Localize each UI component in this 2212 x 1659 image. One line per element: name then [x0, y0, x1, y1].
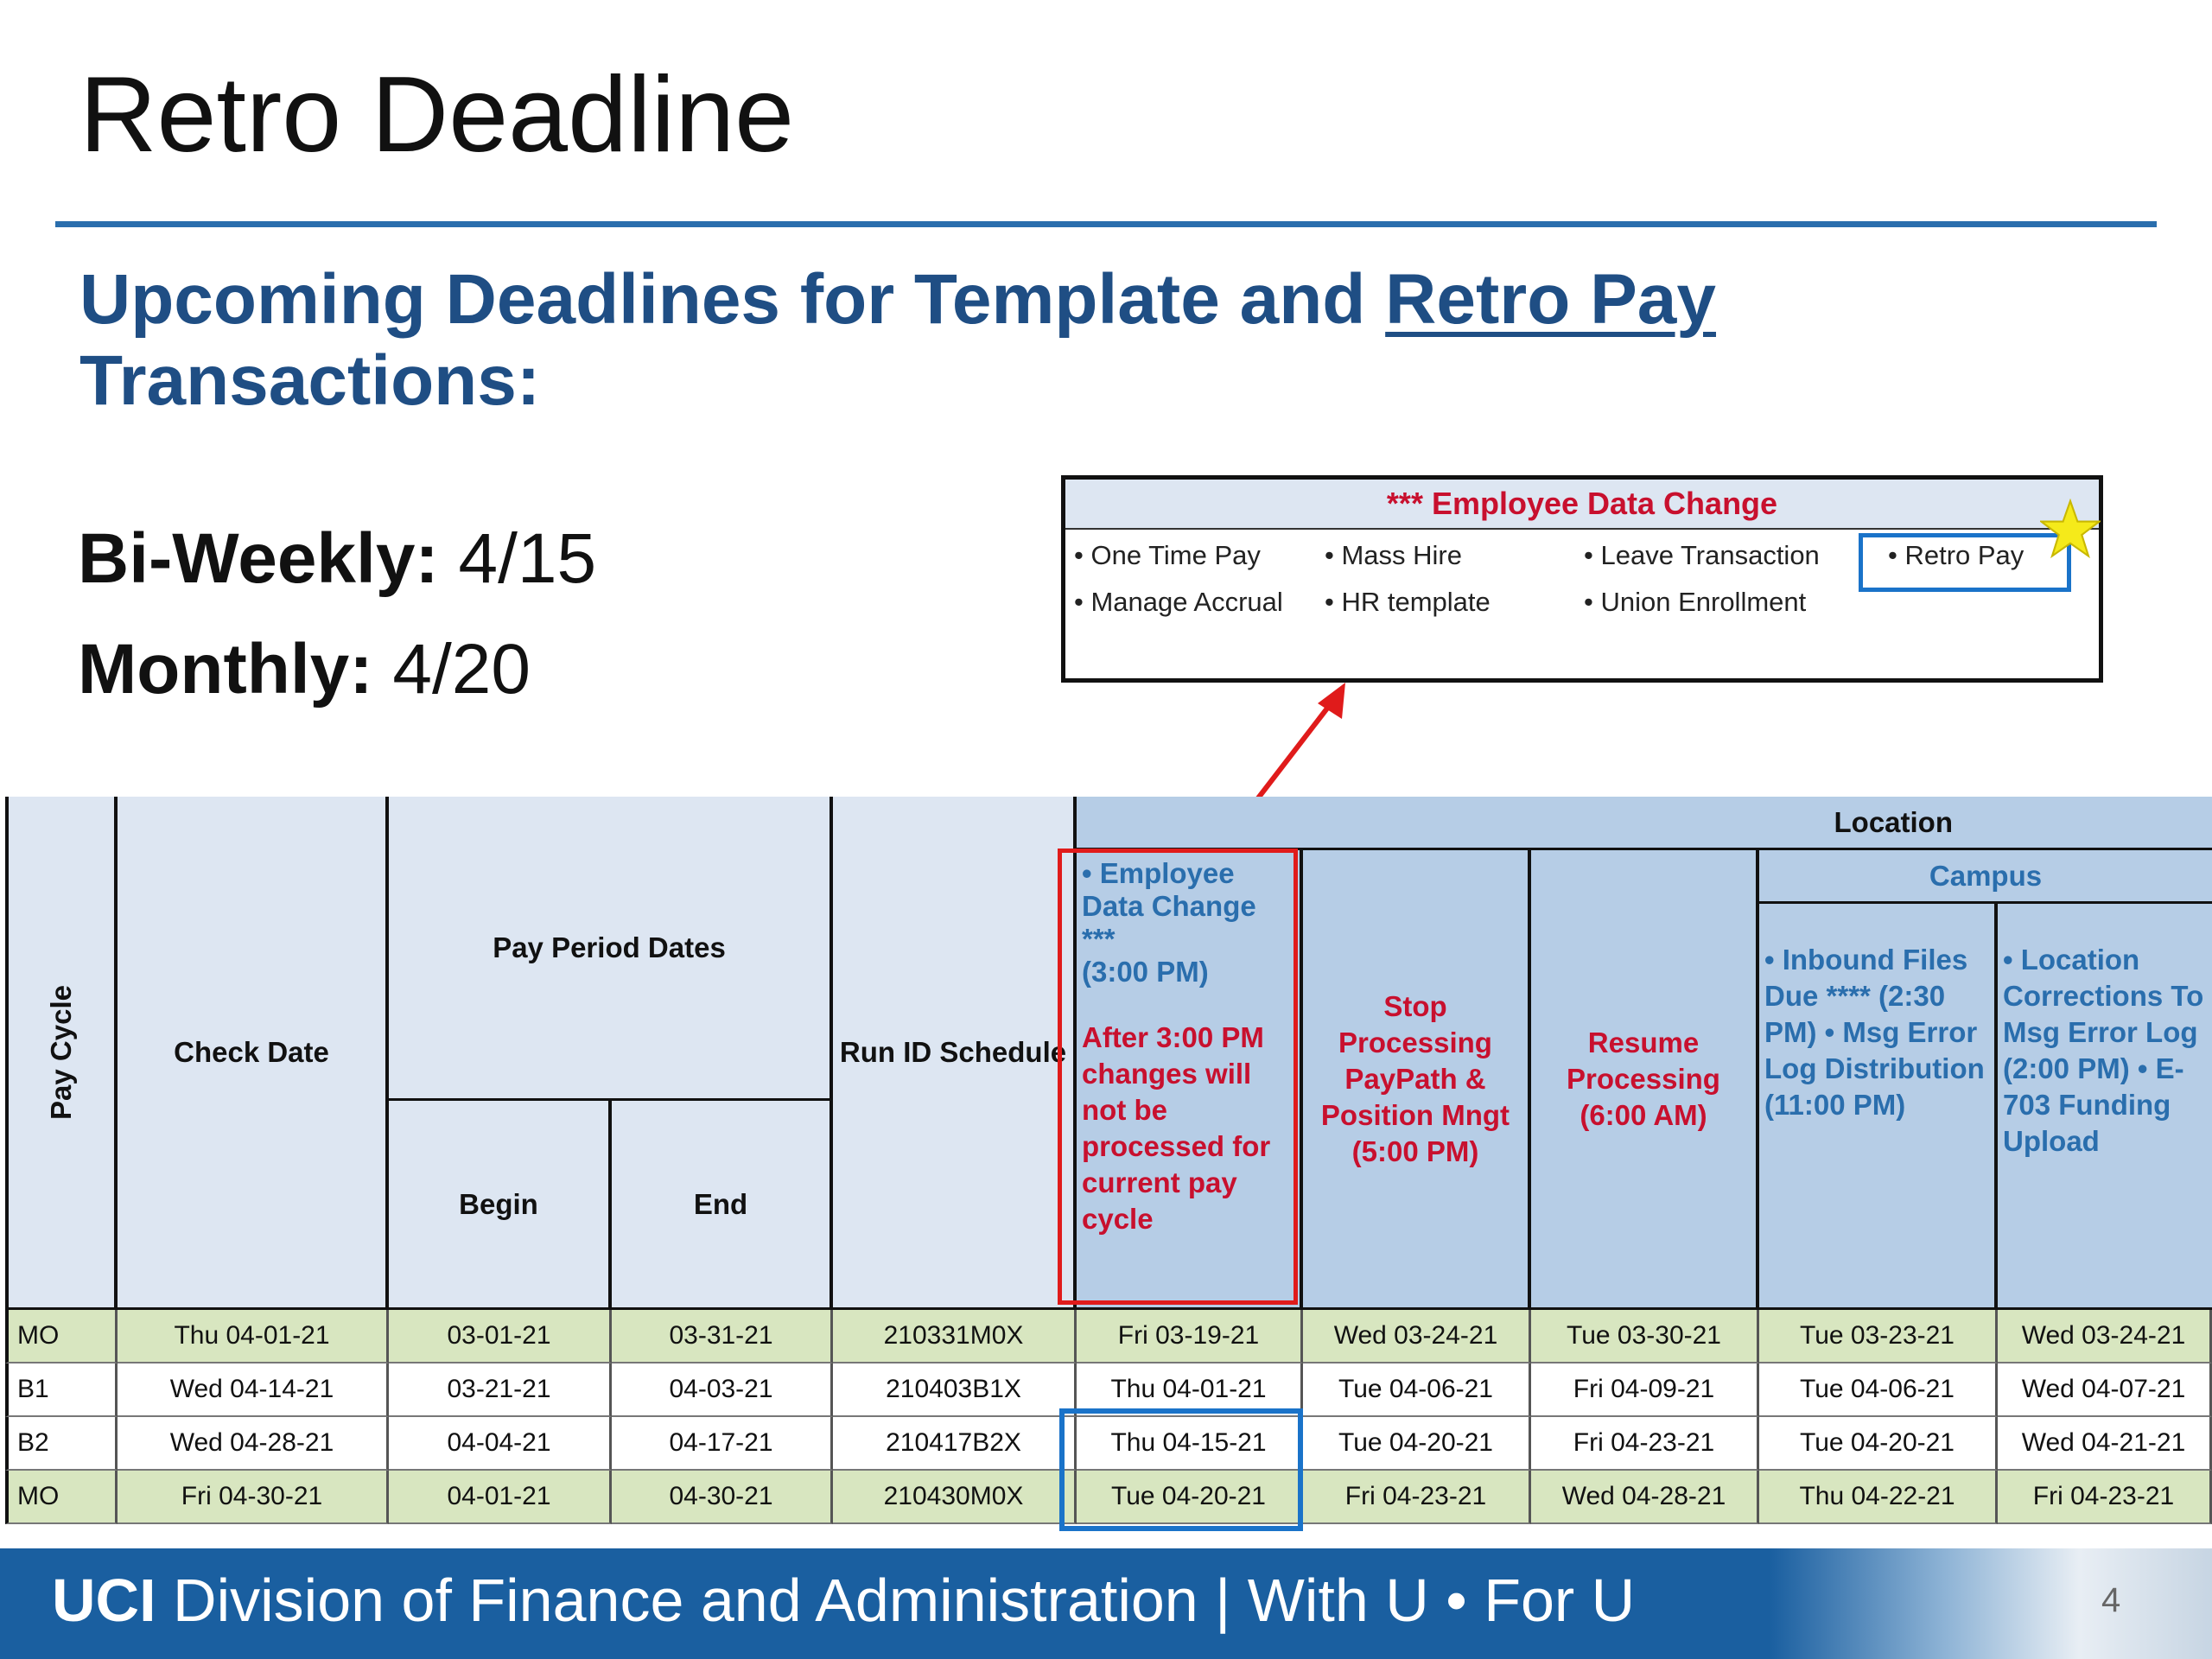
table-cell: 210331M0X: [833, 1310, 1077, 1363]
table-cell: 04-04-21: [389, 1417, 612, 1471]
header-end: End: [612, 1101, 833, 1310]
header-check-date: Check Date: [118, 797, 389, 1310]
table-cell: 210430M0X: [833, 1471, 1077, 1524]
emp-data-change-line3: (3:00 PM): [1082, 956, 1209, 988]
subtitle-text: Upcoming Deadlines for Template and: [79, 260, 1386, 339]
retro-pay-link[interactable]: Retro Pay: [1385, 260, 1716, 339]
slide-title: Retro Deadline: [79, 55, 795, 175]
biweekly-label: Bi-Weekly:: [78, 519, 439, 598]
employee-data-change-callout: [1061, 475, 2103, 683]
deadline-highlight-box: [1059, 1408, 1303, 1531]
table-cell: Tue 03-30-21: [1531, 1310, 1759, 1363]
table-cell: Tue 03-23-21: [1759, 1310, 1998, 1363]
callout-item-retro-pay: • Retro Pay: [1888, 540, 2024, 570]
table-cell: Fri 04-09-21: [1531, 1363, 1759, 1417]
table-cell: 210403B1X: [833, 1363, 1077, 1417]
biweekly-deadline: [78, 518, 596, 600]
table-cell: 04-01-21: [389, 1471, 612, 1524]
emp-data-change-line1: • Employee: [1082, 857, 1235, 889]
star-icon: [2040, 499, 2101, 559]
table-cell: Tue 04-20-21: [1759, 1417, 1998, 1471]
monthly-value: 4/20: [372, 630, 531, 709]
callout-heading: *** Employee Data Change: [1065, 480, 2099, 530]
header-inbound-files: • Inbound Files Due **** (2:30 PM) • Msg Error Log Distribution (11:00 PM): [1759, 904, 1998, 1310]
header-location: Location: [1077, 797, 2212, 850]
table-cell: Fri 03-19-21: [1077, 1310, 1303, 1363]
header-begin: Begin: [389, 1101, 612, 1310]
table-cell: Wed 04-14-21: [118, 1363, 389, 1417]
footer-text: [52, 1566, 1635, 1635]
table-cell: Fri 04-23-21: [1303, 1471, 1531, 1524]
callout-item: • Leave Transaction: [1584, 540, 1820, 570]
table-cell: B1: [5, 1363, 118, 1417]
callout-item: • Union Enrollment: [1584, 587, 1807, 617]
table-cell: 03-21-21: [389, 1363, 612, 1417]
table-cell: Fri 04-30-21: [118, 1471, 389, 1524]
table-cell: 03-31-21: [612, 1310, 833, 1363]
table-cell: Tue 04-06-21: [1759, 1363, 1998, 1417]
table-cell: Wed 03-24-21: [1303, 1310, 1531, 1363]
header-pay-cycle: Pay Cycle: [5, 797, 118, 1310]
table-cell: Fri 04-23-21: [1531, 1417, 1759, 1471]
footer-tagline: Division of Finance and Administration | With U • For U: [156, 1567, 1636, 1634]
table-cell: Wed 03-24-21: [1998, 1310, 2212, 1363]
table-cell: Tue 04-20-21: [1077, 1471, 1303, 1524]
slide-subtitle: [79, 259, 2067, 422]
table-cell: Tue 04-20-21: [1303, 1417, 1531, 1471]
table-cell: MO: [5, 1310, 118, 1363]
emp-data-change-warning: After 3:00 PM changes will not be processed for current pay cycle: [1082, 1021, 1271, 1235]
table-row: [5, 1310, 2212, 1363]
table-cell: B2: [5, 1417, 118, 1471]
monthly-deadline: [78, 629, 531, 710]
monthly-label: Monthly:: [78, 630, 373, 709]
callout-item: • HR template: [1325, 587, 1491, 617]
table-cell: 04-03-21: [612, 1363, 833, 1417]
uci-logo: UCI: [52, 1567, 156, 1634]
table-cell: Wed 04-28-21: [1531, 1471, 1759, 1524]
table-cell: Wed 04-07-21: [1998, 1363, 2212, 1417]
table-cell: MO: [5, 1471, 118, 1524]
table-cell: Thu 04-22-21: [1759, 1471, 1998, 1524]
header-campus: Campus: [1759, 850, 2212, 904]
employee-data-change-highlight: [1058, 849, 1298, 1305]
table-cell: 03-01-21: [389, 1310, 612, 1363]
header-resume-processing: Resume Processing (6:00 AM): [1531, 850, 1759, 1310]
page-number: 4: [2101, 1581, 2121, 1619]
table-cell: 04-17-21: [612, 1417, 833, 1471]
table-cell: Wed 04-28-21: [118, 1417, 389, 1471]
callout-item: • Mass Hire: [1325, 540, 1462, 570]
header-stop-processing: Stop Processing PayPath & Position Mngt (5:00 PM): [1303, 850, 1531, 1310]
table-cell: Thu 04-15-21: [1077, 1417, 1303, 1471]
table-cell: Thu 04-01-21: [118, 1310, 389, 1363]
header-location-corrections: • Location Corrections To Msg Error Log (2:00 PM) • E-703 Funding Upload: [1998, 904, 2212, 1310]
subtitle-text-2: Transactions:: [79, 341, 541, 420]
emp-data-change-line2: Data Change ***: [1082, 890, 1256, 955]
title-divider: [55, 221, 2157, 227]
header-run-id-schedule: Run ID Schedule: [833, 797, 1077, 1310]
callout-item: • One Time Pay: [1074, 540, 1261, 570]
table-cell: Tue 04-06-21: [1303, 1363, 1531, 1417]
table-cell: 04-30-21: [612, 1471, 833, 1524]
table-cell: Wed 04-21-21: [1998, 1417, 2212, 1471]
header-pay-period-dates: Pay Period Dates: [389, 797, 833, 1101]
table-cell: 210417B2X: [833, 1417, 1077, 1471]
callout-item: • Manage Accrual: [1074, 587, 1283, 617]
table-cell: Fri 04-23-21: [1998, 1471, 2212, 1524]
table-cell: Thu 04-01-21: [1077, 1363, 1303, 1417]
biweekly-value: 4/15: [438, 519, 597, 598]
